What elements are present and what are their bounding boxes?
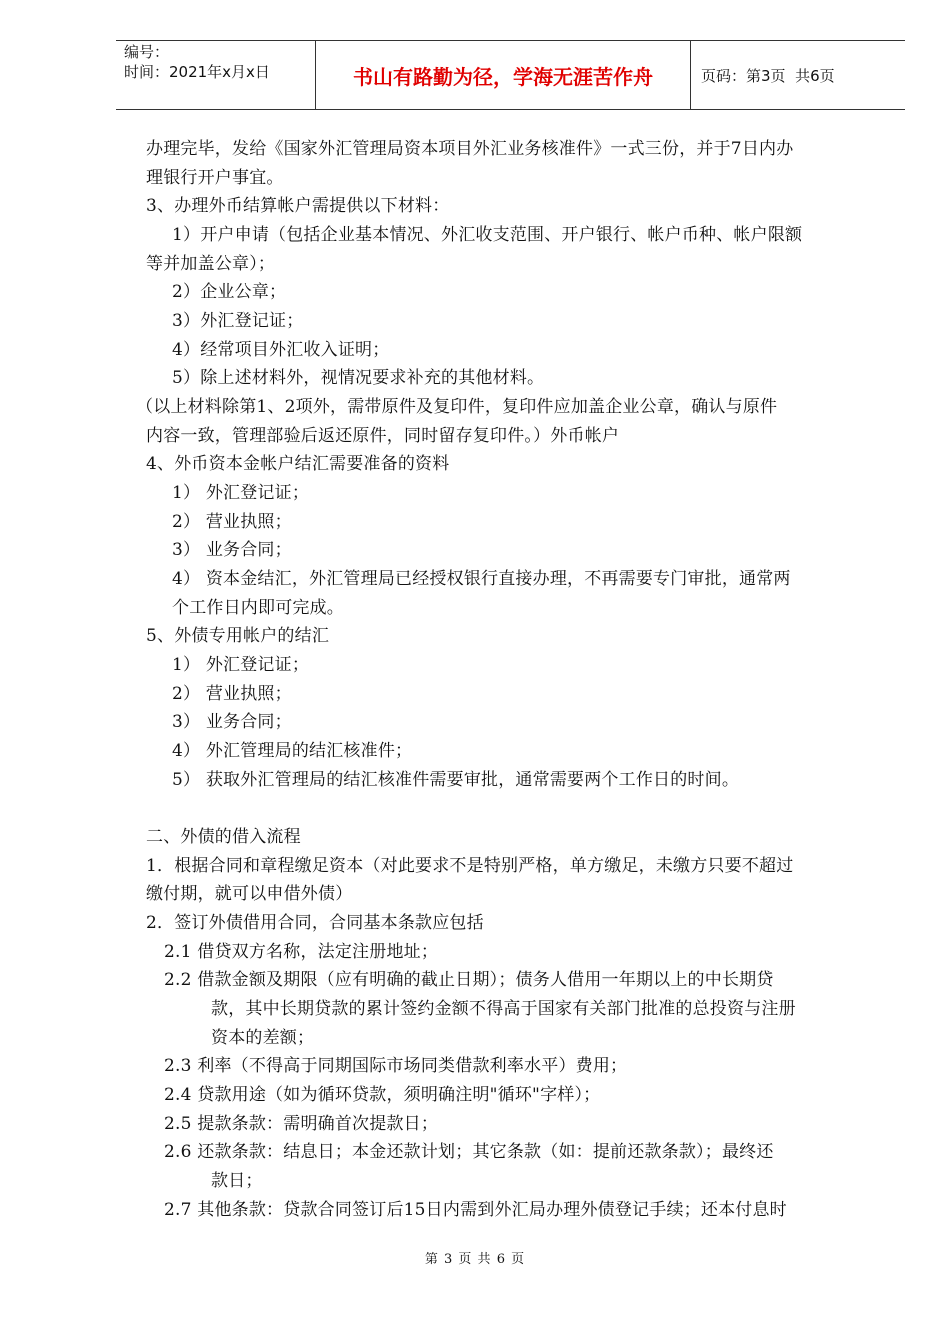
header-motto: 书山有路勤为径，学海无涯苦作舟 xyxy=(316,41,691,109)
text-line: 2.4 贷款用途（如为循环贷款，须明确注明"循环"字样）； xyxy=(164,1085,601,1105)
text-line: 个工作日内即可完成。 xyxy=(172,598,344,618)
text-line: 4） 资本金结汇，外汇管理局已经授权银行直接办理，不再需要专门审批，通常两 xyxy=(172,569,791,589)
text-line: 理银行开户事宜。 xyxy=(146,168,284,188)
text-line: 办理完毕，发给《国家外汇管理局资本项目外汇业务核准件》一式三份，并于7日内办 xyxy=(146,139,794,159)
text-line: 2） 营业执照； xyxy=(172,684,292,704)
text-line: 3）外汇登记证； xyxy=(172,311,304,331)
text-line: 4、外币资本金帐户结汇需要准备的资料 xyxy=(146,454,450,474)
text-line: 1） 外汇登记证； xyxy=(172,483,310,503)
time-label: 时间：2021年x月x日 xyxy=(124,63,270,81)
page-label: 页码：第3页 共6页 xyxy=(701,66,835,85)
text-line: 2．签订外债借用合同，合同基本条款应包括 xyxy=(146,913,484,933)
text-line: 5） 获取外汇管理局的结汇核准件需要审批，通常需要两个工作日的时间。 xyxy=(172,770,740,790)
text-line: 资本的差额； xyxy=(211,1028,315,1048)
page-footer: 第 3 页 共 6 页 xyxy=(424,1252,526,1267)
number-label: 编号： xyxy=(124,43,170,61)
text-line: 二、外债的借入流程 xyxy=(146,827,301,847)
text-line: 4）经常项目外汇收入证明； xyxy=(172,340,390,360)
text-line: 缴付期，就可以申借外债） xyxy=(146,884,353,904)
header-table xyxy=(116,40,905,110)
text-line: 3） 业务合同； xyxy=(172,712,292,732)
text-line: 2.5 提款条款：需明确首次提款日； xyxy=(164,1114,439,1134)
text-line: 2.7 其他条款：贷款合同签订后15日内需到外汇局办理外债登记手续；还本付息时 xyxy=(164,1200,787,1220)
text-line: 3、办理外币结算帐户需提供以下材料： xyxy=(146,196,450,216)
text-line: 1）开户申请（包括企业基本情况、外汇收支范围、开户银行、帐户币种、帐户限额 xyxy=(172,225,803,245)
text-line: 2.3 利率（不得高于同期国际市场同类借款利率水平）费用； xyxy=(164,1056,628,1076)
header-left-cell xyxy=(116,41,316,109)
text-line: 等并加盖公章）； xyxy=(146,254,276,274)
text-line: 5、外债专用帐户的结汇 xyxy=(146,626,330,646)
text-line: 内容一致，管理部验后返还原件，同时留存复印件。）外币帐户 xyxy=(146,426,620,446)
text-line: 1．根据合同和章程缴足资本（对此要求不是特别严格，单方缴足，未缴方只要不超过 xyxy=(146,856,794,876)
text-line: 2） 营业执照； xyxy=(172,512,292,532)
text-line: 2.2 借款金额及期限（应有明确的截止日期）；债务人借用一年期以上的中长期贷 xyxy=(164,970,774,990)
text-line: 4） 外汇管理局的结汇核准件； xyxy=(172,741,413,761)
text-line: 款，其中长期贷款的累计签约金额不得高于国家有关部门批准的总投资与注册 xyxy=(211,999,796,1019)
text-line: 1） 外汇登记证； xyxy=(172,655,310,675)
text-line: 2.1 借贷双方名称，法定注册地址； xyxy=(164,942,439,962)
text-line: 5）除上述材料外，视情况要求补充的其他材料。 xyxy=(172,368,545,388)
text-line: 2）企业公章； xyxy=(172,282,287,302)
text-line: （以上材料除第1、2项外，需带原件及复印件，复印件应加盖企业公章，确认与原件 xyxy=(136,397,778,417)
header-page-cell xyxy=(691,41,905,109)
text-line: 2.6 还款条款：结息日；本金还款计划；其它条款（如：提前还款条款）；最终还 xyxy=(164,1142,774,1162)
text-line: 3） 业务合同； xyxy=(172,540,292,560)
text-line: 款日； xyxy=(211,1171,263,1191)
